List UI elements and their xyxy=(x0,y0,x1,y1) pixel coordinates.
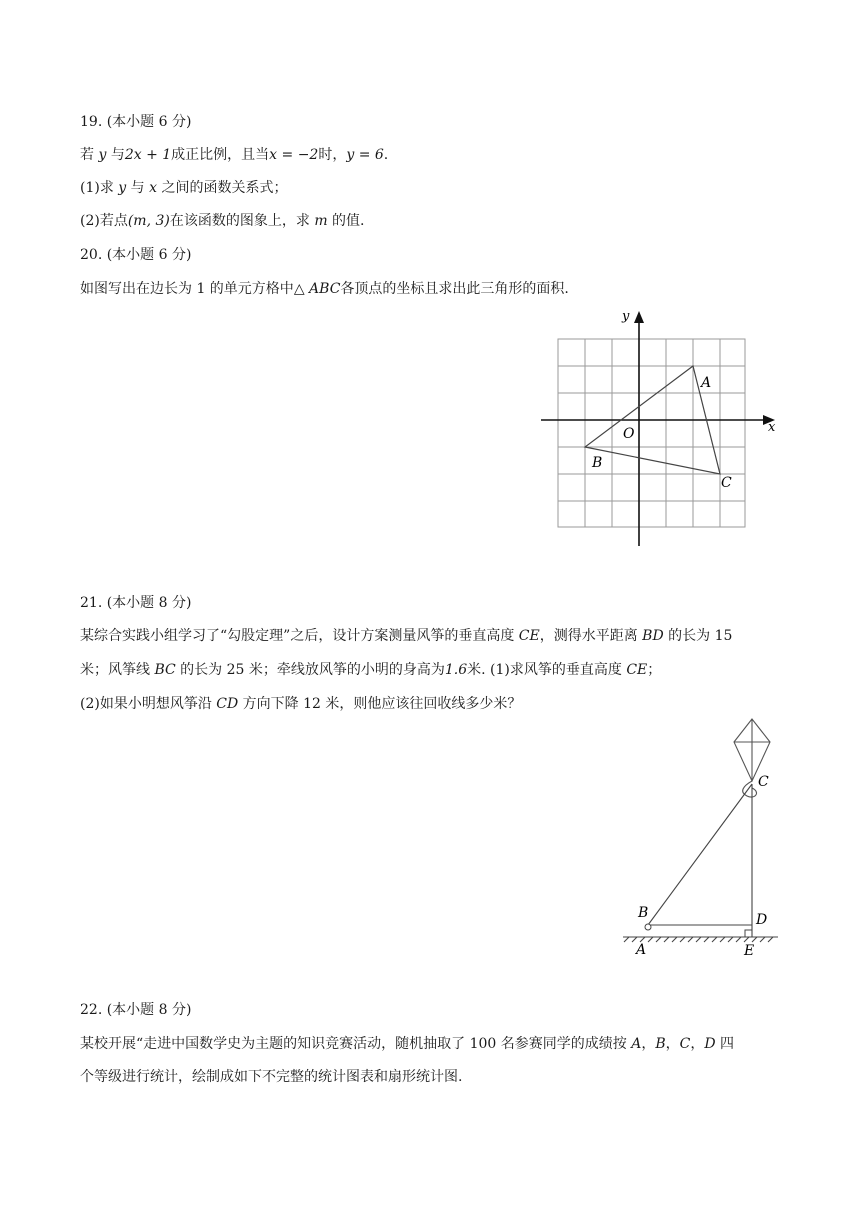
q20-coordinate-grid-figure xyxy=(535,303,785,553)
q21-line1: 某综合实践小组学习了“勾股定理”之后，设计方案测量风筝的垂直高度 CE，测得水平距离 BD 的长为 15 xyxy=(80,628,733,644)
q21-header: 21. (本小题 8 分) xyxy=(80,595,192,611)
x-axis-label: x xyxy=(768,420,776,435)
q21-line2: 米；风筝线 BC 的长为 25 米；牵线放风筝的小明的身高为1.6米. (1)求风筝的垂直高度 CE； xyxy=(80,662,662,678)
q21-kite-figure xyxy=(615,712,790,962)
q21-line3: (2)如果小明想风筝沿 CD 方向下降 12 米，则他应该往回收线多少米？ xyxy=(80,696,522,712)
ground xyxy=(623,937,778,942)
grid-lines xyxy=(558,339,745,527)
vertex-label-a: A xyxy=(701,375,712,391)
person-marker xyxy=(645,924,651,930)
point-label-a: A xyxy=(636,942,647,958)
q19-stem: 若 y 与2x + 1成正比例，且当x = −2时，y = 6. xyxy=(80,147,389,163)
q20-header: 20. (本小题 6 分) xyxy=(80,247,192,263)
y-axis-label: y xyxy=(622,309,630,324)
point-label-e: E xyxy=(744,943,755,959)
vertex-label-c: C xyxy=(721,475,732,491)
kite-string-and-lines xyxy=(648,784,752,937)
q20-stem: 如图写出在边长为 1 的单元方格中△ ABC各顶点的坐标且求出此三角形的面积. xyxy=(80,281,569,297)
q22-line1: 某校开展“走进中国数学史为主题的知识竞赛活动，随机抽取了 100 名参赛同学的成绩按 A，B，C，D 四 xyxy=(80,1036,735,1052)
x-axis xyxy=(541,415,775,425)
point-label-b: B xyxy=(638,905,649,921)
q22-line2: 个等级进行统计，绘制成如下不完整的统计图表和扇形统计图. xyxy=(80,1069,463,1085)
right-angle-mark xyxy=(745,930,752,937)
q19-part2: (2)若点(m, 3)在该函数的图象上，求 m 的值. xyxy=(80,213,365,229)
q19-header: 19. (本小题 6 分) xyxy=(80,114,192,130)
q22-header: 22. (本小题 8 分) xyxy=(80,1002,192,1018)
q19-part1: (1)求 y 与 x 之间的函数关系式； xyxy=(80,180,288,196)
vertex-label-b: B xyxy=(592,455,603,471)
point-label-c: C xyxy=(758,774,769,790)
point-label-d: D xyxy=(756,912,768,928)
y-axis xyxy=(634,311,644,546)
origin-label: O xyxy=(623,426,635,442)
